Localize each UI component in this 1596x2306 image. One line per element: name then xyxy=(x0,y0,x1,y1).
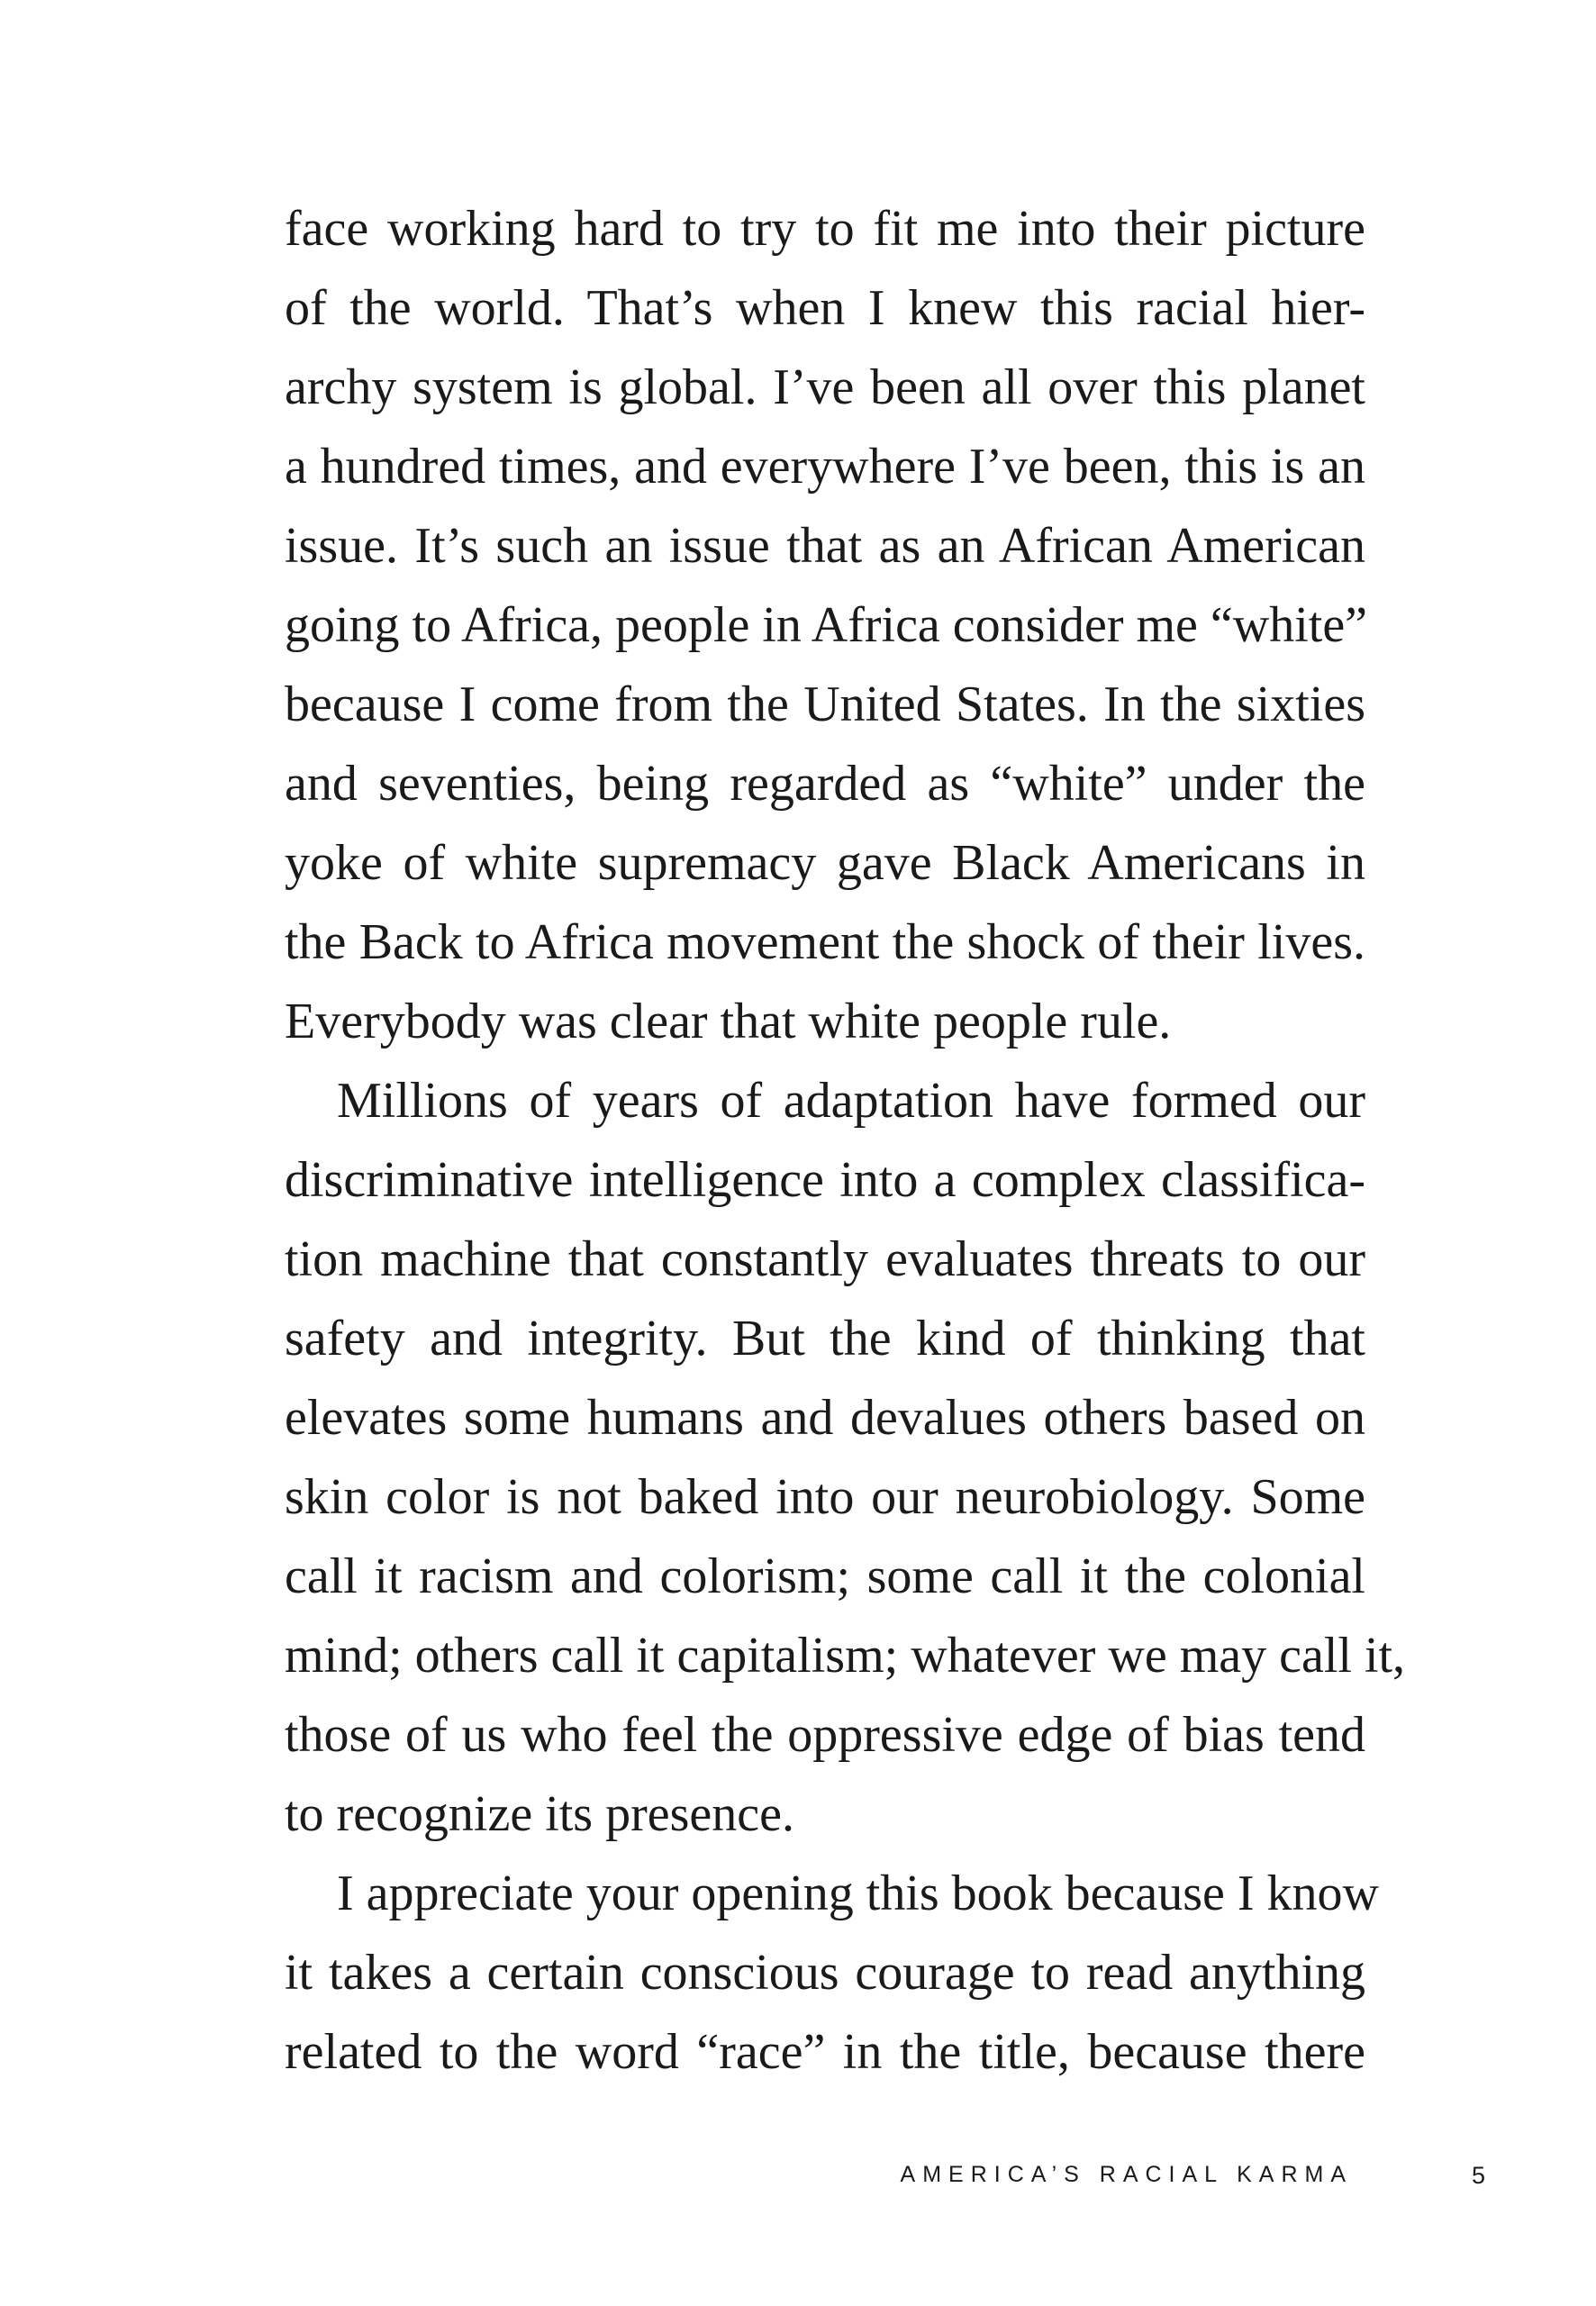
text-line: skin color is not baked into our neurobiology. Some xyxy=(285,1469,1365,1525)
text-line: mind; others call it capitalism; whatever we may call it, xyxy=(285,1628,1406,1684)
text-line: safety and integrity. But the kind of thinking that xyxy=(285,1311,1365,1366)
text-line: archy system is global. I’ve been all over this planet xyxy=(285,359,1365,415)
page-footer xyxy=(0,2162,1596,2198)
text-line: Millions of years of adaptation have formed our xyxy=(337,1073,1365,1129)
text-line: issue. It’s such an issue that as an African American xyxy=(285,518,1365,574)
text-line: a hundred times, and everywhere I’ve been, this is an xyxy=(285,439,1365,495)
text-line: yoke of white supremacy gave Black Americans in xyxy=(285,835,1365,891)
text-line: going to Africa, people in Africa consider me “white” xyxy=(285,597,1368,653)
text-line: it takes a certain conscious courage to read anything xyxy=(285,1945,1365,2001)
body-text xyxy=(285,189,1406,2092)
page-number: 5 xyxy=(1472,2162,1486,2189)
text-line: I appreciate your opening this book because I know xyxy=(337,1866,1379,1921)
text-line: related to the word “race” in the title, because there xyxy=(285,2024,1365,2080)
text-line: those of us who feel the oppressive edge of bias tend xyxy=(285,1707,1365,1763)
text-line: because I come from the United States. In the sixties xyxy=(285,676,1365,732)
text-line: elevates some humans and devalues others based on xyxy=(285,1390,1365,1446)
text-line: face working hard to try to fit me into their picture xyxy=(285,201,1365,257)
text-line: of the world. That’s when I knew this racial hier- xyxy=(285,280,1365,336)
text-line: call it racism and colorism; some call it the colonial xyxy=(285,1548,1365,1604)
text-line: discriminative intelligence into a complex classifica- xyxy=(285,1152,1365,1208)
text-line: the Back to Africa movement the shock of their lives. xyxy=(285,914,1365,970)
text-line: tion machine that constantly evaluates threats to our xyxy=(285,1231,1365,1287)
text-line: Everybody was clear that white people rule. xyxy=(285,994,1172,1049)
running-head: AMERICA’S RACIAL KARMA xyxy=(900,2162,1353,2187)
text-line: and seventies, being regarded as “white” under the xyxy=(285,756,1365,812)
text-line: to recognize its presence. xyxy=(285,1786,794,1842)
